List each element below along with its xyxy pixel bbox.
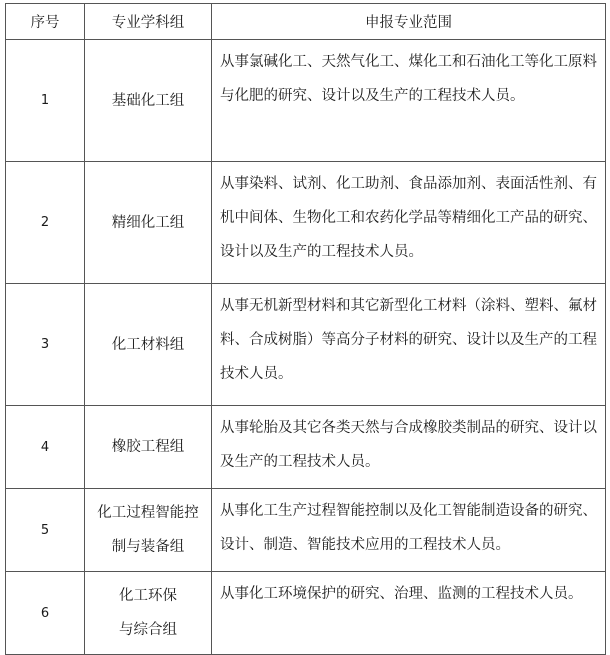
row-number: 2 [6,162,85,284]
header-no: 序号 [6,4,85,40]
group-name-line-2: 制与装备组 [111,539,185,555]
row-number: 6 [6,572,85,655]
table-row [6,40,606,162]
header-row [6,4,606,40]
scope-description: 从事化工环境保护的研究、治理、监测的工程技术人员。 [212,572,606,655]
group-cell [85,284,212,406]
group-cell [85,572,212,655]
table-row [6,284,606,406]
group-name: 化工材料组 [111,336,185,353]
scope-description: 从事染料、试剂、化工助剂、食品添加剂、表面活性剂、有机中间体、生物化工和农药化学品等精细化工产品的研究、设计以及生产的工程技术人员。 [212,162,606,284]
row-number: 1 [6,40,85,162]
table-row [6,572,606,655]
table-row [6,406,606,489]
table-row [6,162,606,284]
scope-description: 从事无机新型材料和其它新型化工材料（涂料、塑料、氟材料、合成树脂）等高分子材料的研究、设计以及生产的工程技术人员。 [212,284,606,406]
group-cell [85,162,212,284]
table-header [6,4,606,40]
table-row [6,489,606,572]
group-cell [85,406,212,489]
scope-description: 从事化工生产过程智能控制以及化工智能制造设备的研究、设计、制造、智能技术应用的工程技术人员。 [212,489,606,572]
group-name: 基础化工组 [111,92,185,109]
row-number: 4 [6,406,85,489]
group-name: 橡胶工程组 [111,439,185,455]
group-name-line-2: 与综合组 [119,622,177,638]
scope-description: 从事氯碱化工、天然气化工、煤化工和石油化工等化工原料与化肥的研究、设计以及生产的工程技术人员。 [212,40,606,162]
row-number: 3 [6,284,85,406]
header-group: 专业学科组 [85,4,212,40]
header-scope: 申报专业范围 [212,4,606,40]
table-container [5,3,606,655]
group-name-line-1: 化工环保 [119,588,177,604]
specialty-scope-table [5,3,606,655]
row-number: 5 [6,489,85,572]
group-cell [85,40,212,162]
group-name-line-1: 化工过程智能控 [97,505,199,521]
group-cell [85,489,212,572]
group-name: 精细化工组 [111,214,185,231]
table-body [6,40,606,655]
scope-description: 从事轮胎及其它各类天然与合成橡胶类制品的研究、设计以及生产的工程技术人员。 [212,406,606,489]
